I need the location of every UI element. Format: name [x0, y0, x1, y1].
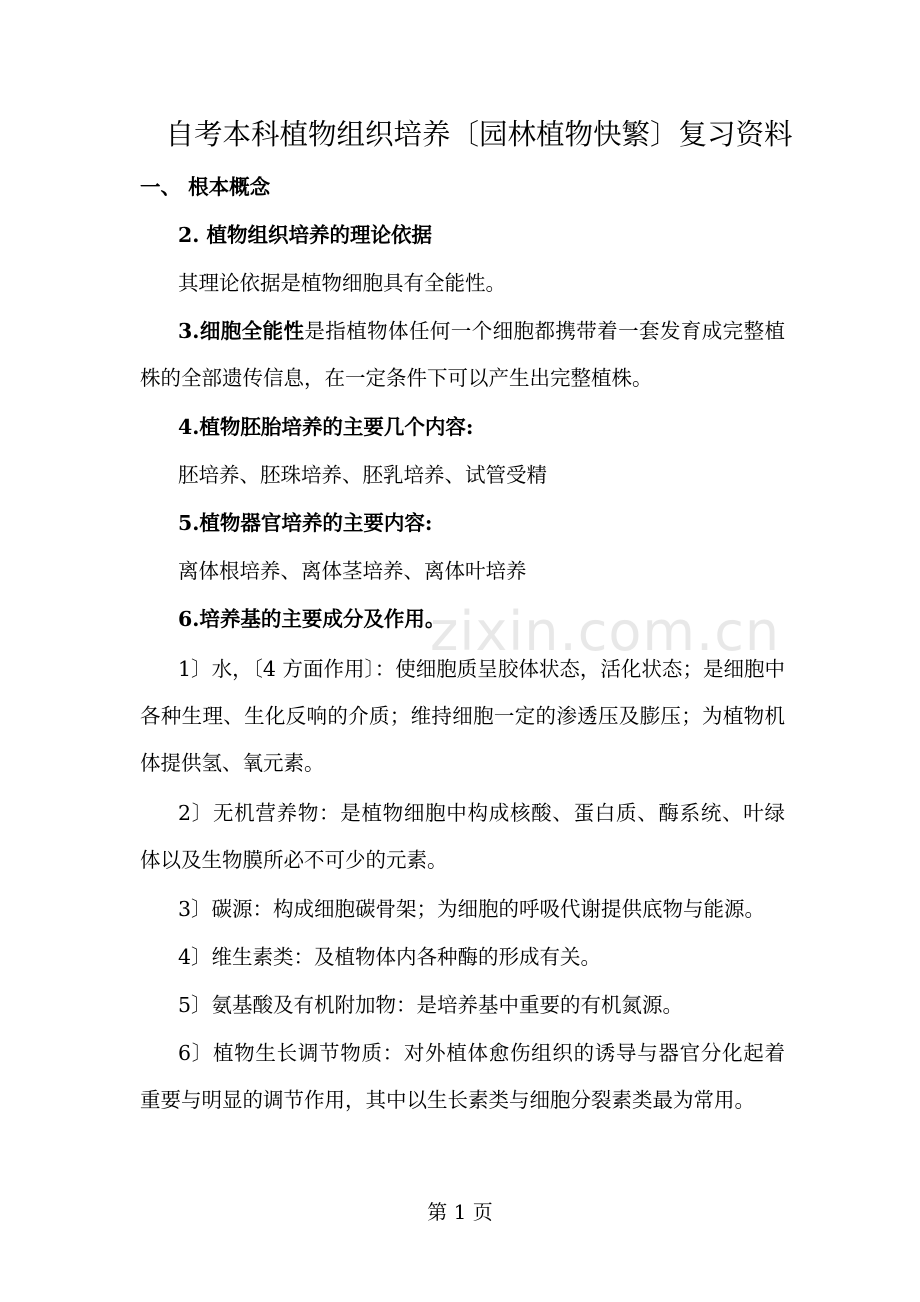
- document-title: 自考本科植物组织培养〔园林植物快繁〕复习资料: [165, 118, 793, 151]
- question-6-heading: 6.培养基的主要成分及作用。: [178, 607, 446, 631]
- watermark: zixin.com.cn: [430, 600, 781, 663]
- question-3-paragraph: [140, 308, 785, 402]
- section-heading: 一、 根本概念: [140, 175, 271, 199]
- question-2-heading: 2. 植物组织培养的理论依据: [178, 223, 433, 247]
- list-item-3: 3〕碳源：构成细胞碳骨架；为细胞的呼吸代谢提供底物与能源。: [178, 897, 766, 921]
- list-item-6: 6〕植物生长调节物质：对外植体愈伤组织的诱导与器官分化起着重要与明显的调节作用，其中以生长素类与细胞分裂素类最为常用。: [140, 1041, 785, 1112]
- question-4-heading: 4.植物胚胎培养的主要几个内容:: [178, 415, 474, 439]
- list-item-5: 5〕氨基酸及有机附加物：是培养基中重要的有机氮源。: [178, 993, 684, 1017]
- page-footer: 第 1 页: [427, 1200, 493, 1224]
- question-5-heading: 5.植物器官培养的主要内容:: [178, 511, 433, 535]
- list-item-2: 2〕无机营养物：是植物细胞中构成核酸、蛋白质、酶系统、叶绿体以及生物膜所必不可少的元素。: [140, 801, 785, 872]
- question-5-text: 离体根培养、离体茎培养、离体叶培养: [178, 559, 527, 583]
- question-3-term: 3.细胞全能性: [178, 319, 305, 343]
- list-item-4: 4〕维生素类：及植物体内各种酶的形成有关。: [178, 945, 602, 969]
- question-2-text: 其理论依据是植物细胞具有全能性。: [178, 271, 506, 295]
- question-4-text: 胚培养、胚珠培养、胚乳培养、试管受精: [178, 463, 547, 487]
- question-3-text: 是指植物体任何一个细胞都携带着一套发育成完整植株的全部遗传信息，在一定条件下可以产生出完整植株。: [140, 319, 785, 390]
- list-item-1: 1〕水，〔4 方面作用〕：使细胞质呈胶体状态，活化状态；是细胞中各种生理、生化反响的介质；维持细胞一定的渗透压及膨压；为植物机体提供氢、氧元素。: [140, 657, 785, 775]
